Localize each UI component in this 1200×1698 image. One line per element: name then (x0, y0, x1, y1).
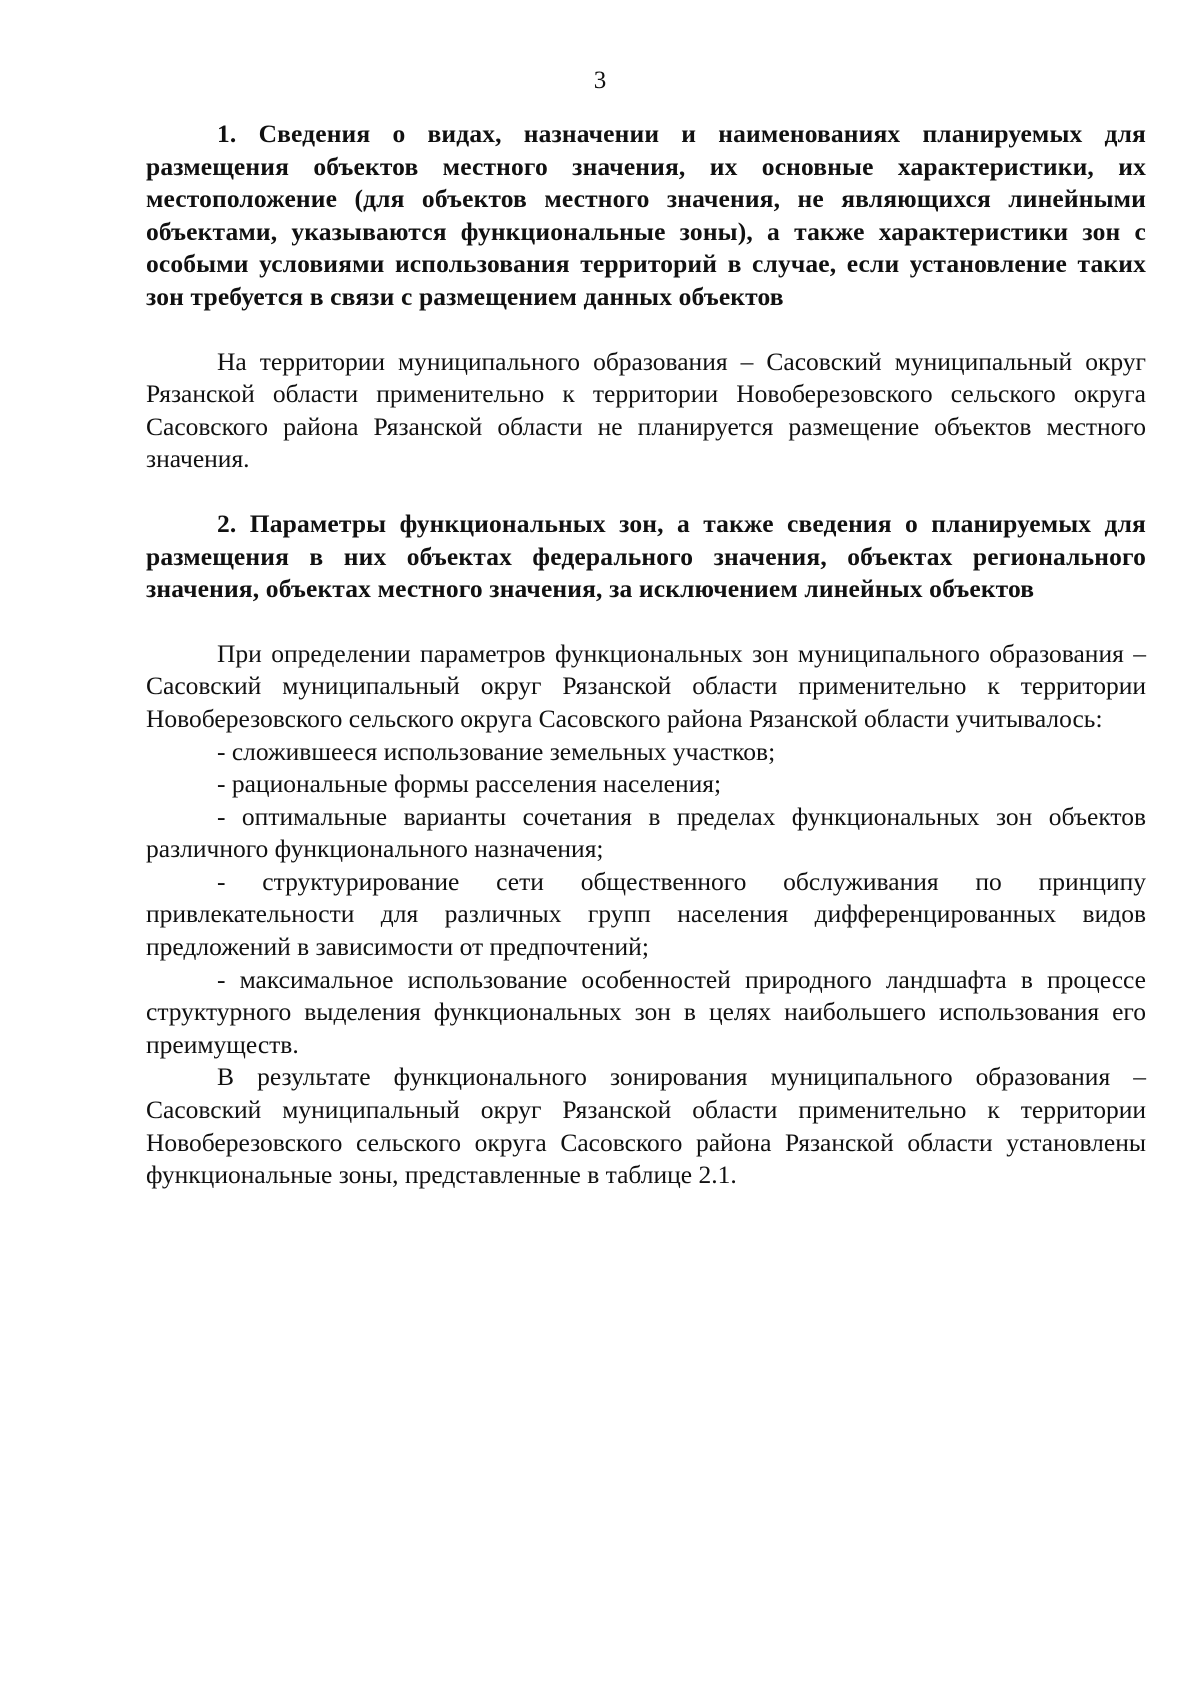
considerations-list (146, 736, 1146, 1062)
list-item: - структурирование сети общественного обслуживания по принципу привлекательности для различных групп населения дифференцированных видов предложений в зависимости от предпочтений; (146, 866, 1146, 962)
list-item: - максимальное использование особенностей природного ландшафта в процессе структурного выделения функциональных зон в целях наибольшего использования его преимуществ. (146, 964, 1146, 1059)
section-2-conclusion: В результате функционального зонирования муниципального образования – Сасовский муниципальный округ Рязанской области применительно к территории Новоберезовского сельского округа Сасовского района Рязанской области установлены функциональные зоны, представленные в таблице 2.1. (146, 1062, 1146, 1190)
list-item: - оптимальные варианты сочетания в пределах функциональных зон объектов различного функционального назначения; (146, 801, 1146, 864)
list-item: - сложившееся использование земельных участков; (217, 736, 776, 766)
page-number: 3 (593, 67, 607, 94)
section-1-paragraph: На территории муниципального образования – Сасовский муниципальный округ Рязанской области применительно к территории Новоберезовского сельского округа Сасовского района Рязанской области не планируется размещение объектов местного значения. (146, 346, 1146, 474)
list-item: - рациональные формы расселения населения; (217, 769, 722, 799)
section-1-heading: 1. Сведения о видах, назначении и наименованиях планируемых для размещения объектов местного значения, их основные характеристики, их местоположение (для объектов местного значения, не являющихся линейными объектами, указываются функциональные зоны), а также характеристики зон с особыми условиями использования территорий в случае, если установление таких зон требуется в связи с размещением данных объектов (146, 119, 1146, 311)
section-2-heading: 2. Параметры функциональных зон, а также сведения о планируемых для размещения в них объектах федерального значения, объектах регионального значения, объектах местного значения, за исключением линейных объектов (146, 508, 1146, 604)
section-2-intro: При определении параметров функциональных зон муниципального образования – Сасовский муниципальный округ Рязанской области применительно к территории Новоберезовского сельского округа Сасовского района Рязанской области учитывалось: (146, 638, 1146, 733)
page-content (146, 118, 1146, 1192)
